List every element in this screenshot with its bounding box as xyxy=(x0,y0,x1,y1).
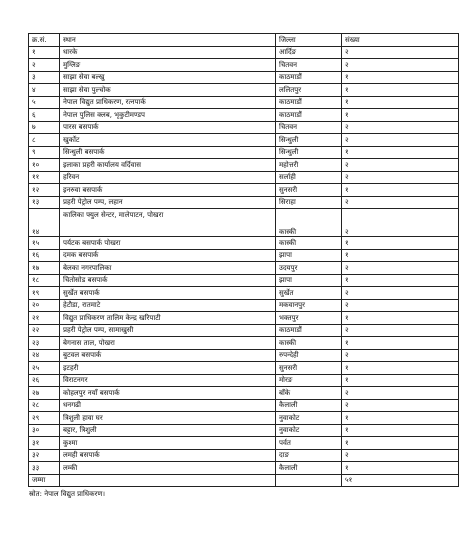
cell-serial-number: ३२ xyxy=(29,449,60,462)
cell-district: रुपन्देही xyxy=(276,349,342,362)
cell-serial-number: २५ xyxy=(29,362,60,375)
table-row xyxy=(29,374,459,387)
cell-serial-number: १६ xyxy=(29,249,60,262)
cell-serial-number: २२ xyxy=(29,324,60,337)
header-district: जिल्ला xyxy=(276,34,342,47)
cell-place: पारस बसपार्क xyxy=(60,121,276,134)
header-count: संख्या xyxy=(342,34,459,47)
cell-count: २ xyxy=(342,449,459,462)
cell-district: नुवाकोट xyxy=(276,412,342,425)
cell-place: खुर्कोट xyxy=(60,134,276,147)
cell-place: बट्टार, त्रिशुली xyxy=(60,424,276,437)
cell-count: २ xyxy=(342,399,459,412)
cell-place: लम्की xyxy=(60,462,276,475)
cell-place: सिन्धुली बसपार्क xyxy=(60,146,276,159)
cell-place: बेलका नगरपालिका xyxy=(60,262,276,275)
cell-serial-number: २९ xyxy=(29,412,60,425)
cell-count: १ xyxy=(342,71,459,84)
cell-serial-number: १८ xyxy=(29,274,60,287)
cell-place: नेपाल पुलिस क्लब, भृकुटीमण्डप xyxy=(60,109,276,122)
cell-district: सर्लाही xyxy=(276,171,342,184)
cell-count: २ xyxy=(342,324,459,337)
cell-place: धनगढी xyxy=(60,399,276,412)
cell-district: कास्की xyxy=(276,337,342,350)
source-note: स्रोत: नेपाल विद्युत प्राधिकरण। xyxy=(29,490,106,498)
table-row xyxy=(29,46,459,59)
cell-place: पर्यटक बसपार्क पोखरा xyxy=(60,237,276,250)
cell-district: महोत्तरी xyxy=(276,159,342,172)
total-row xyxy=(29,474,459,487)
cell-serial-number: २१ xyxy=(29,312,60,325)
cell-count: १ xyxy=(342,84,459,97)
cell-district: चितवन xyxy=(276,59,342,72)
table-row xyxy=(29,249,459,262)
table-row xyxy=(29,237,459,250)
cell-count: १ xyxy=(342,462,459,475)
table-row xyxy=(29,109,459,122)
table-body xyxy=(29,46,459,474)
cell-place: इटहरी xyxy=(60,362,276,375)
cell-place: नेपाल विद्युत प्राधिकरण, रत्नपार्क xyxy=(60,96,276,109)
table-row xyxy=(29,349,459,362)
cell-district: चितवन xyxy=(276,121,342,134)
table-row xyxy=(29,96,459,109)
cell-place: विद्युत प्राधिकरण तालिम केन्द्र खरिपाटी xyxy=(60,312,276,325)
charging-station-table xyxy=(28,33,459,487)
cell-count: २ xyxy=(342,59,459,72)
cell-district: कास्की xyxy=(276,237,342,250)
cell-district: उदयपुर xyxy=(276,262,342,275)
cell-serial-number: ३१ xyxy=(29,437,60,450)
table-row xyxy=(29,209,459,237)
cell-district: सिन्धुली xyxy=(276,134,342,147)
total-label: जम्मा xyxy=(29,474,60,487)
table-row xyxy=(29,399,459,412)
table-row xyxy=(29,387,459,400)
cell-count: १ xyxy=(342,274,459,287)
table-row xyxy=(29,462,459,475)
cell-district: काठमाडौं xyxy=(276,324,342,337)
cell-district: काठमाडौं xyxy=(276,109,342,122)
table-row xyxy=(29,134,459,147)
table-row xyxy=(29,121,459,134)
cell-district: कैलाली xyxy=(276,462,342,475)
cell-district: काठमाडौं xyxy=(276,96,342,109)
cell-district: सिराहा xyxy=(276,196,342,209)
table-row xyxy=(29,59,459,72)
cell-count: १ xyxy=(342,374,459,387)
cell-district: झापा xyxy=(276,249,342,262)
cell-place: प्रहरी पेट्रोल पम्प, लहान xyxy=(60,196,276,209)
table-row xyxy=(29,196,459,209)
cell-serial-number: १ xyxy=(29,46,60,59)
cell-place: हरिवन xyxy=(60,171,276,184)
cell-district: दाङ xyxy=(276,449,342,462)
cell-place: दमक बसपार्क xyxy=(60,249,276,262)
cell-place: कालिका फ्युल सेन्टर, मालेपाटन, पोखरा xyxy=(60,209,276,237)
table-row xyxy=(29,437,459,450)
cell-count: १ xyxy=(342,424,459,437)
table-header xyxy=(29,34,459,47)
cell-count: २ xyxy=(342,134,459,147)
cell-place: साझा सेवा बल्खु xyxy=(60,71,276,84)
cell-serial-number: ९ xyxy=(29,146,60,159)
cell-place: बेगनास ताल, पोखरा xyxy=(60,337,276,350)
table-row xyxy=(29,159,459,172)
table-row xyxy=(29,274,459,287)
cell-count: १ xyxy=(342,437,459,450)
cell-place: बुटवल बसपार्क xyxy=(60,349,276,362)
cell-district: ललितपुर xyxy=(276,84,342,97)
cell-district: काठमाडौं xyxy=(276,71,342,84)
cell-serial-number: १२ xyxy=(29,184,60,197)
cell-serial-number: १४ xyxy=(29,209,60,237)
cell-place: सुर्खेत बसपार्क xyxy=(60,287,276,300)
table-row xyxy=(29,84,459,97)
cell-count: २ xyxy=(342,299,459,312)
table-row xyxy=(29,324,459,337)
cell-count: १ xyxy=(342,362,459,375)
cell-serial-number: ६ xyxy=(29,109,60,122)
cell-count: २ xyxy=(342,262,459,275)
cell-count: २ xyxy=(342,209,459,237)
cell-serial-number: २ xyxy=(29,59,60,72)
cell-place: चितोसोड बसपार्क xyxy=(60,274,276,287)
table-row xyxy=(29,184,459,197)
cell-serial-number: २८ xyxy=(29,399,60,412)
cell-district: झापा xyxy=(276,274,342,287)
cell-serial-number: २३ xyxy=(29,337,60,350)
cell-count: १ xyxy=(342,412,459,425)
cell-district: मकवानपुर xyxy=(276,299,342,312)
cell-place: कोहलपुर नयाँ बसपार्क xyxy=(60,387,276,400)
cell-district: नुवाकोट xyxy=(276,424,342,437)
cell-place: कुश्मा xyxy=(60,437,276,450)
total-blank-district xyxy=(276,474,342,487)
table-row xyxy=(29,412,459,425)
total-value: ५१ xyxy=(342,474,459,487)
cell-district: सुनसरी xyxy=(276,184,342,197)
cell-count: १ xyxy=(342,96,459,109)
cell-count: १ xyxy=(342,184,459,197)
cell-count: १ xyxy=(342,312,459,325)
cell-serial-number: २० xyxy=(29,299,60,312)
cell-district: सुनसरी xyxy=(276,362,342,375)
cell-serial-number: ३३ xyxy=(29,462,60,475)
cell-count: २ xyxy=(342,196,459,209)
table-row xyxy=(29,424,459,437)
table-row xyxy=(29,312,459,325)
cell-place: प्रहरी पेट्रोल पम्प, सामाखुसी xyxy=(60,324,276,337)
table-row xyxy=(29,146,459,159)
cell-count: १ xyxy=(342,337,459,350)
cell-serial-number: १९ xyxy=(29,287,60,300)
cell-serial-number: ४ xyxy=(29,84,60,97)
cell-place: लमही बसपार्क xyxy=(60,449,276,462)
cell-district: भक्तपुर xyxy=(276,312,342,325)
cell-serial-number: ३ xyxy=(29,71,60,84)
cell-serial-number: २६ xyxy=(29,374,60,387)
cell-district: मोरङ xyxy=(276,374,342,387)
cell-count: २ xyxy=(342,171,459,184)
cell-serial-number: ७ xyxy=(29,121,60,134)
cell-district: कैलाली xyxy=(276,399,342,412)
table-row xyxy=(29,299,459,312)
cell-count: २ xyxy=(342,159,459,172)
cell-serial-number: १३ xyxy=(29,196,60,209)
header-serial-number: क्र.सं. xyxy=(29,34,60,47)
cell-serial-number: १५ xyxy=(29,237,60,250)
cell-serial-number: २७ xyxy=(29,387,60,400)
total-blank-place xyxy=(60,474,276,487)
cell-serial-number: १० xyxy=(29,159,60,172)
cell-district: पर्वत xyxy=(276,437,342,450)
cell-count: १ xyxy=(342,237,459,250)
header-place: स्थान xyxy=(60,34,276,47)
cell-place: धारके xyxy=(60,46,276,59)
table-row xyxy=(29,287,459,300)
table-footer xyxy=(29,474,459,487)
cell-serial-number: १७ xyxy=(29,262,60,275)
cell-district: सुर्खेत xyxy=(276,287,342,300)
cell-count: २ xyxy=(342,387,459,400)
cell-district: कास्की xyxy=(276,209,342,237)
cell-serial-number: ११ xyxy=(29,171,60,184)
cell-serial-number: ५ xyxy=(29,96,60,109)
table-row xyxy=(29,449,459,462)
table-row xyxy=(29,71,459,84)
cell-count: २ xyxy=(342,121,459,134)
table-row xyxy=(29,262,459,275)
cell-count: १ xyxy=(342,146,459,159)
cell-district: सिन्धुली xyxy=(276,146,342,159)
table-row xyxy=(29,362,459,375)
cell-place: त्रिशुली हावा घर xyxy=(60,412,276,425)
cell-place: हेटौडा, रातमाटे xyxy=(60,299,276,312)
cell-serial-number: ३० xyxy=(29,424,60,437)
cell-serial-number: ८ xyxy=(29,134,60,147)
cell-district: बाँके xyxy=(276,387,342,400)
header-row xyxy=(29,34,459,47)
cell-count: १ xyxy=(342,109,459,122)
table-row xyxy=(29,171,459,184)
cell-place: विराटनगर xyxy=(60,374,276,387)
cell-count: २ xyxy=(342,46,459,59)
cell-count: २ xyxy=(342,287,459,300)
cell-place: साझा सेवा पुल्चोक xyxy=(60,84,276,97)
cell-place: मुग्लिङ xyxy=(60,59,276,72)
cell-place: इलाका प्रहरी कार्यालय वर्दिवास xyxy=(60,159,276,172)
cell-district: आर्दिङ xyxy=(276,46,342,59)
table-row xyxy=(29,337,459,350)
cell-count: १ xyxy=(342,249,459,262)
cell-serial-number: २४ xyxy=(29,349,60,362)
cell-place: इनरुवा बसपार्क xyxy=(60,184,276,197)
document-page xyxy=(28,33,458,499)
cell-count: २ xyxy=(342,349,459,362)
